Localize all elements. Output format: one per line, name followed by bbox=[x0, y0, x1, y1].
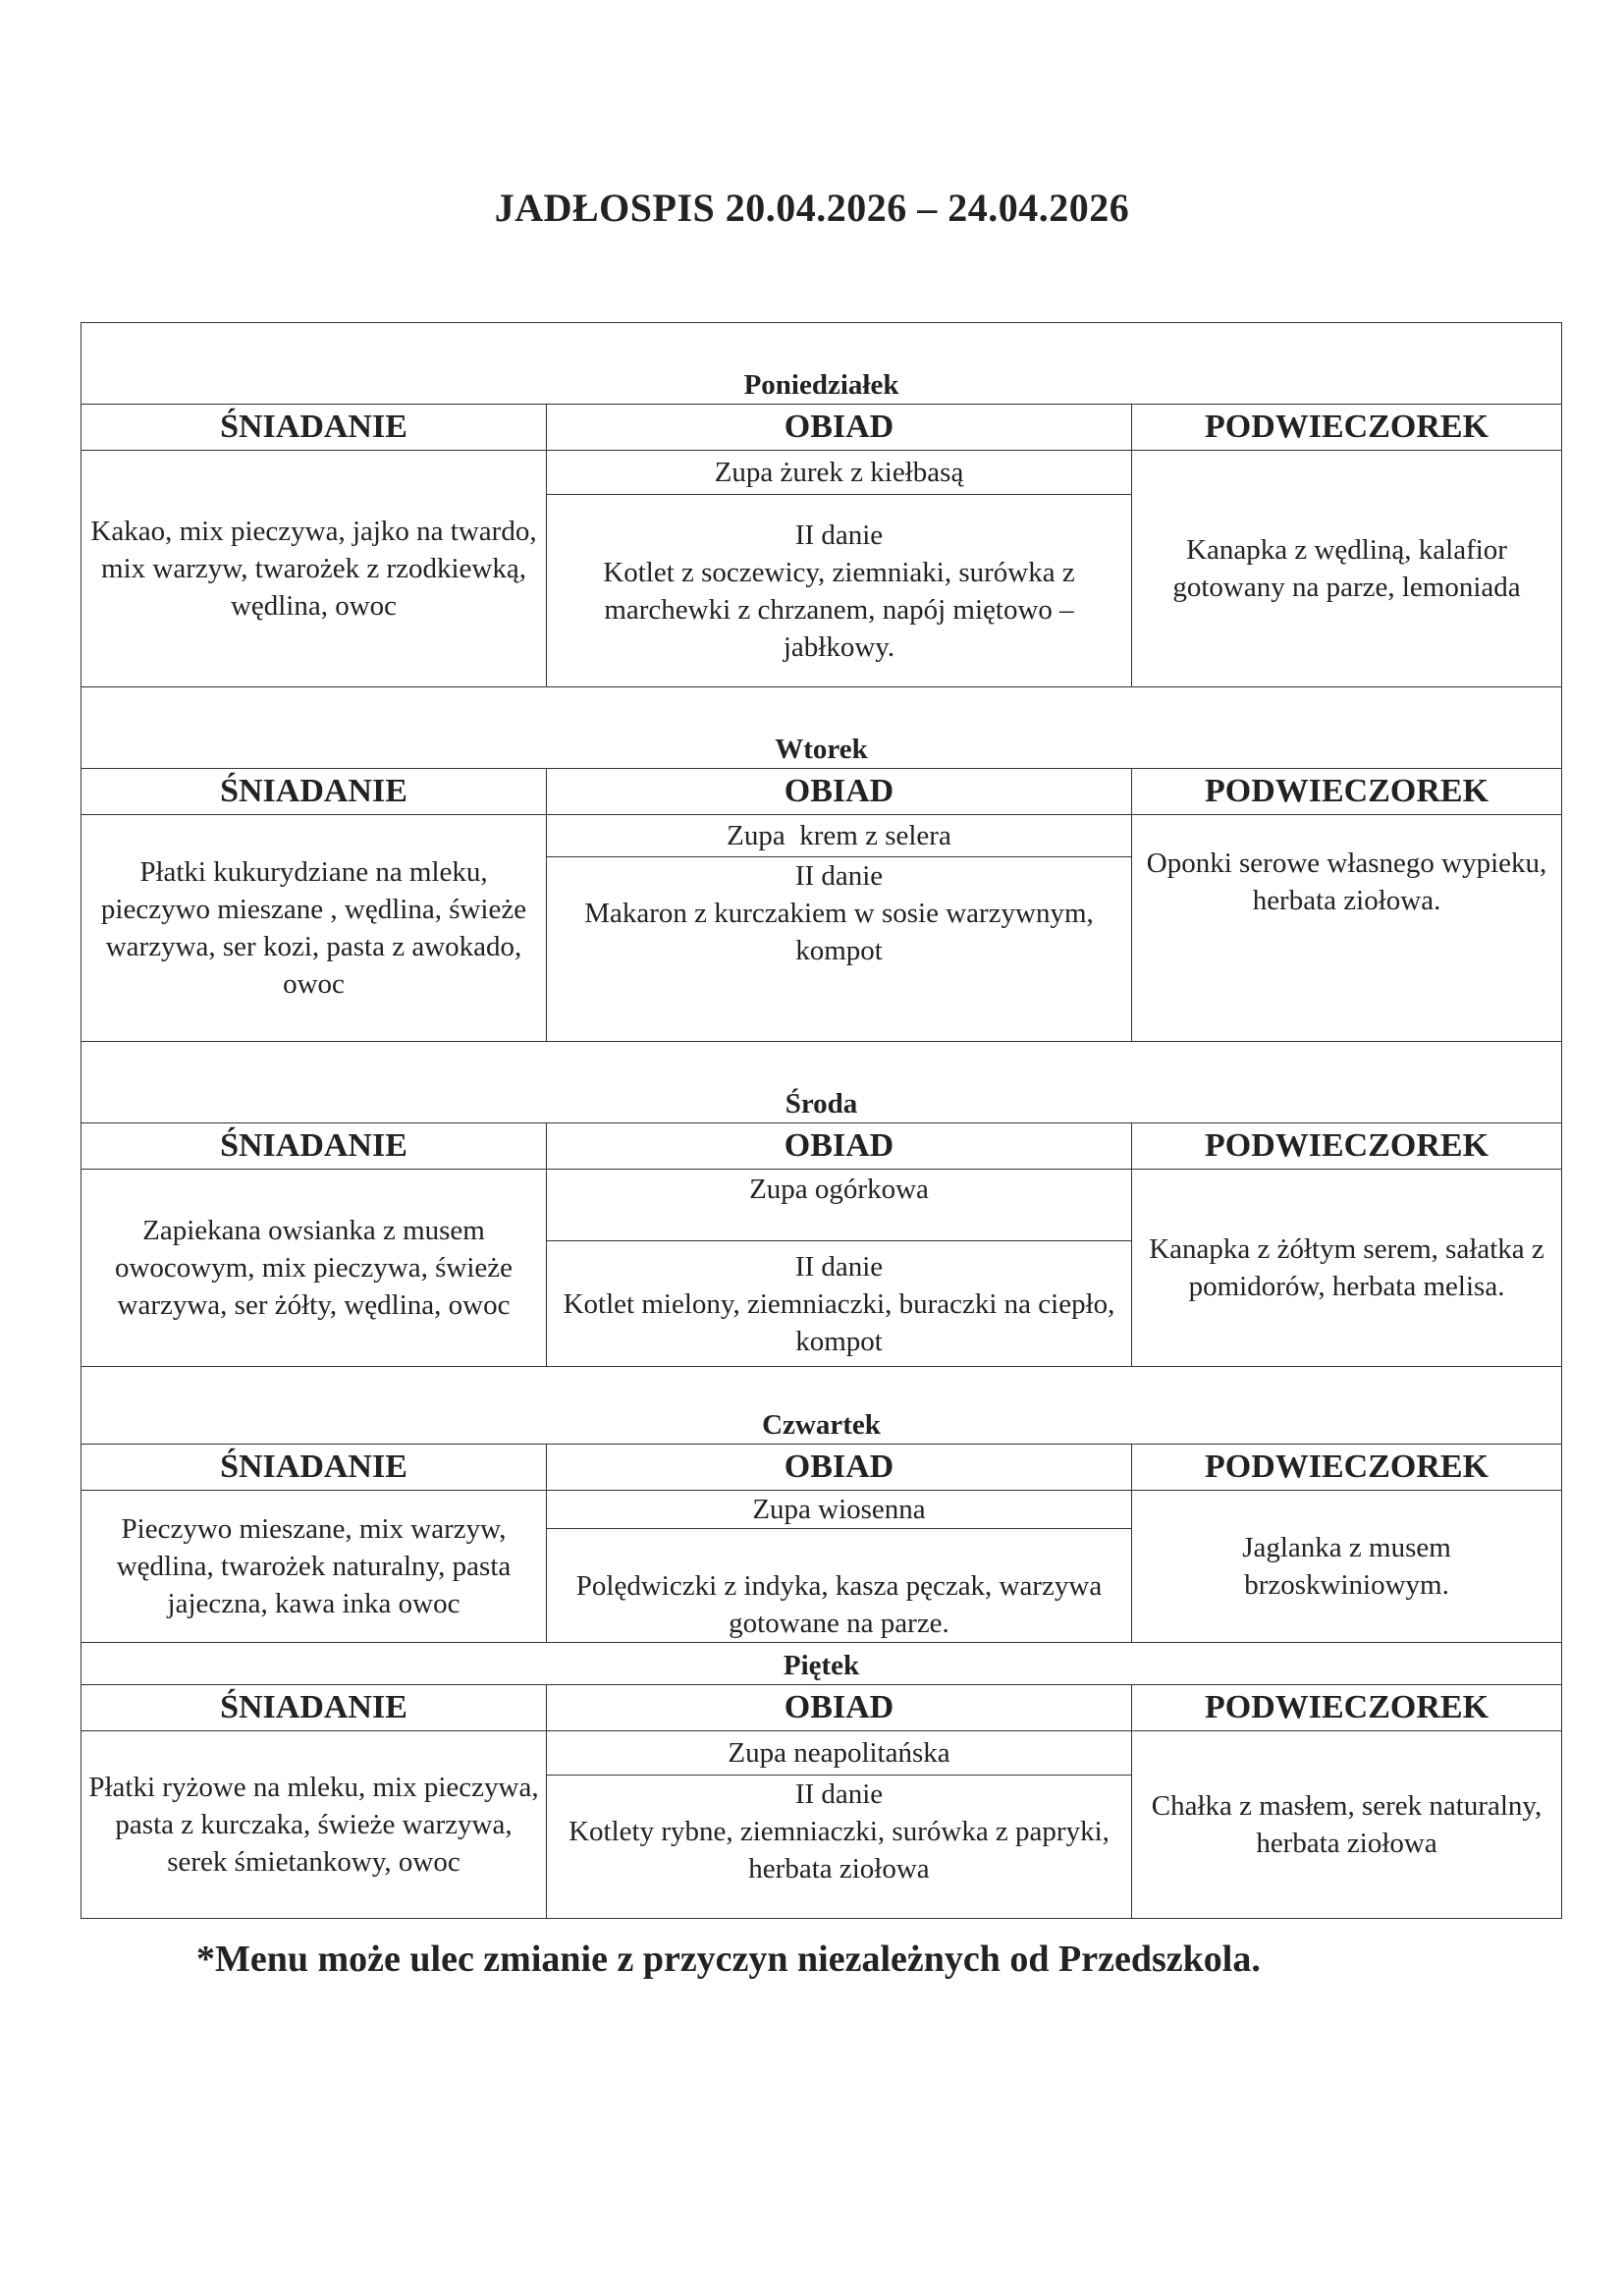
header-row bbox=[81, 1445, 1562, 1491]
snack-cell: Kanapka z żółtym serem, sałatka z pomidorów, herbata melisa. bbox=[1132, 1170, 1562, 1367]
breakfast-header: ŚNIADANIE bbox=[81, 1685, 547, 1731]
soup-row bbox=[81, 1731, 1562, 1776]
day-name: Czwartek bbox=[81, 1367, 1562, 1445]
snack-header: PODWIECZOREK bbox=[1132, 1445, 1562, 1491]
header-row bbox=[81, 1123, 1562, 1170]
day-row-tuesday bbox=[81, 687, 1562, 769]
breakfast-cell: Kakao, mix pieczywa, jajko na twardo, mix warzyw, twarożek z rzodkiewką, wędlina, owoc bbox=[81, 451, 547, 687]
snack-cell: Oponki serowe własnego wypieku, herbata ziołowa. bbox=[1132, 815, 1562, 1042]
snack-header: PODWIECZOREK bbox=[1132, 1685, 1562, 1731]
snack-header: PODWIECZOREK bbox=[1132, 769, 1562, 815]
snack-header: PODWIECZOREK bbox=[1132, 1123, 1562, 1170]
day-name: Wtorek bbox=[81, 687, 1562, 769]
day-row-thursday bbox=[81, 1367, 1562, 1445]
breakfast-cell: Zapiekana owsianka z musem owocowym, mix pieczywa, świeże warzywa, ser żółty, wędlina, owoc bbox=[81, 1170, 547, 1367]
snack-cell: Kanapka z wędliną, kalafior gotowany na parze, lemoniada bbox=[1132, 451, 1562, 687]
soup-row bbox=[81, 815, 1562, 857]
soup-cell: Zupa ogórkowa bbox=[547, 1170, 1132, 1241]
header-row bbox=[81, 1685, 1562, 1731]
lunch-header: OBIAD bbox=[547, 1685, 1132, 1731]
main-dish-cell: II danie Makaron z kurczakiem w sosie warzywnym, kompot bbox=[547, 857, 1132, 1042]
breakfast-header: ŚNIADANIE bbox=[81, 1445, 547, 1491]
soup-row bbox=[81, 1170, 1562, 1241]
breakfast-header: ŚNIADANIE bbox=[81, 769, 547, 815]
lunch-header: OBIAD bbox=[547, 769, 1132, 815]
day-row-wednesday bbox=[81, 1042, 1562, 1123]
day-name: Środa bbox=[81, 1042, 1562, 1123]
main-dish-cell: II danie Kotlety rybne, ziemniaczki, surówka z papryki, herbata ziołowa bbox=[547, 1776, 1132, 1919]
main-dish-cell: II danie Kotlet mielony, ziemniaczki, buraczki na ciepło, kompot bbox=[547, 1241, 1132, 1367]
lunch-header: OBIAD bbox=[547, 1123, 1132, 1170]
disclaimer-note: *Menu może ulec zmianie z przyczyn niezależnych od Przedszkola. bbox=[196, 1939, 1261, 1980]
snack-cell: Jaglanka z musem brzoskwiniowym. bbox=[1132, 1491, 1562, 1643]
soup-cell: Zupa krem z selera bbox=[547, 815, 1132, 857]
day-name: Piętek bbox=[81, 1643, 1562, 1685]
page-title: JADŁOSPIS 20.04.2026 – 24.04.2026 bbox=[494, 186, 1130, 230]
main-dish-cell: Polędwiczki z indyka, kasza pęczak, warzywa gotowane na parze. bbox=[547, 1529, 1132, 1643]
soup-cell: Zupa żurek z kiełbasą bbox=[547, 451, 1132, 495]
breakfast-cell: Płatki ryżowe na mleku, mix pieczywa, pasta z kurczaka, świeże warzywa, serek śmietankowy, owoc bbox=[81, 1731, 547, 1919]
breakfast-header: ŚNIADANIE bbox=[81, 1123, 547, 1170]
soup-row bbox=[81, 1491, 1562, 1529]
lunch-header: OBIAD bbox=[547, 1445, 1132, 1491]
snack-header: PODWIECZOREK bbox=[1132, 405, 1562, 451]
soup-cell: Zupa wiosenna bbox=[547, 1491, 1132, 1529]
day-name: Poniedziałek bbox=[81, 323, 1562, 405]
day-row-monday bbox=[81, 323, 1562, 405]
snack-cell: Chałka z masłem, serek naturalny, herbata ziołowa bbox=[1132, 1731, 1562, 1919]
soup-row bbox=[81, 451, 1562, 495]
day-row-friday bbox=[81, 1643, 1562, 1685]
breakfast-header: ŚNIADANIE bbox=[81, 405, 547, 451]
lunch-header: OBIAD bbox=[547, 405, 1132, 451]
breakfast-cell: Pieczywo mieszane, mix warzyw, wędlina, twarożek naturalny, pasta jajeczna, kawa inka owoc bbox=[81, 1491, 547, 1643]
header-row bbox=[81, 769, 1562, 815]
header-row bbox=[81, 405, 1562, 451]
main-dish-cell: II danie Kotlet z soczewicy, ziemniaki, surówka z marchewki z chrzanem, napój miętowo – jabłkowy. bbox=[547, 495, 1132, 687]
soup-cell: Zupa neapolitańska bbox=[547, 1731, 1132, 1776]
breakfast-cell: Płatki kukurydziane na mleku, pieczywo mieszane , wędlina, świeże warzywa, ser kozi, pasta z awokado, owoc bbox=[81, 815, 547, 1042]
menu-table bbox=[81, 322, 1562, 1919]
